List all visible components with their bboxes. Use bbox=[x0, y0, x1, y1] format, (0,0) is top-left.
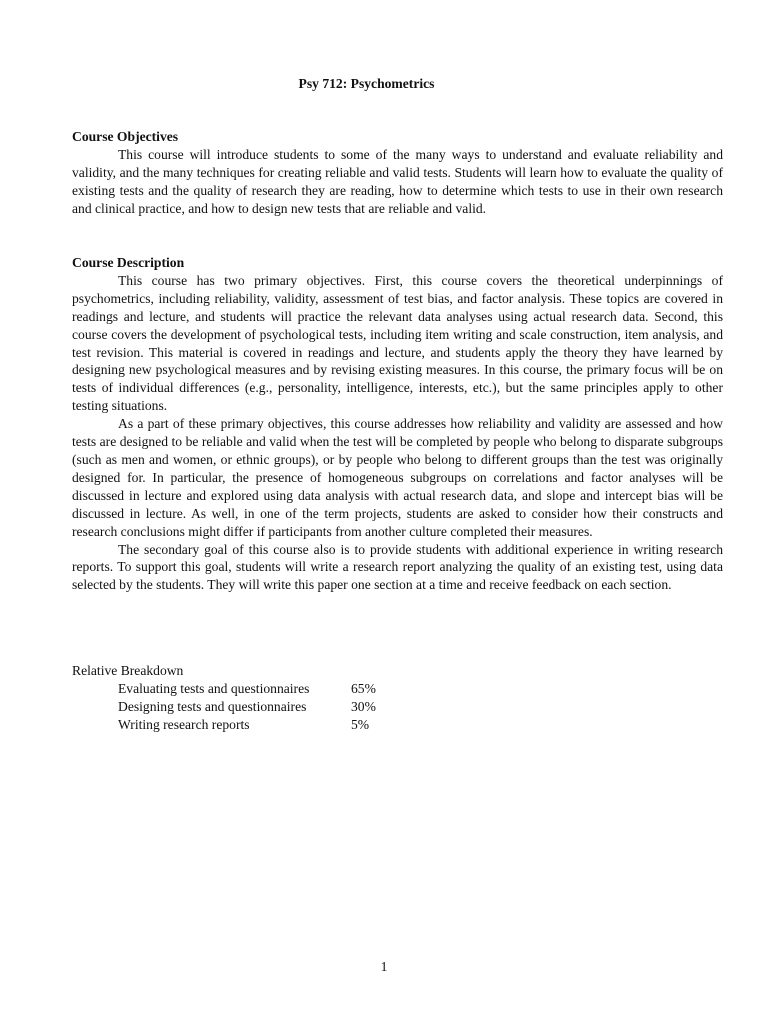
description-paragraph-2: As a part of these primary objectives, this course addresses how reliability and validity are assessed and how tests are designed to be reliable and valid when the test will be completed by people who belong to disparate subgroups (such as men and women, or ethnic groups), or by people who belong to different groups than the test was originally designed for. In particular, the presence of homogeneous subgroups on correlations and factor analyses will be discussed in lecture and explored using data analysis with actual research data, and slope and intercept bias will be discussed in lecture. As well, in one of the term projects, students are asked to consider how their constructs and research conclusions might differ if participants from another culture completed their measures. bbox=[72, 416, 723, 539]
course-description-heading: Course Description bbox=[72, 255, 185, 270]
page-number: 1 bbox=[380, 959, 388, 974]
breakdown-row bbox=[72, 716, 411, 734]
breakdown-row bbox=[72, 698, 411, 716]
course-objectives-heading: Course Objectives bbox=[72, 129, 179, 144]
description-paragraph-3: The secondary goal of this course also is to provide students with additional experience in writing research reports. To support this goal, students will write a research report analyzing the quality of an existing test, using data selected by the students. They will write this paper one section at a time and receive feedback on each section. bbox=[72, 541, 723, 593]
page-title: Psy 712: Psychometrics bbox=[298, 76, 435, 91]
breakdown-label: Evaluating tests and questionnaires bbox=[118, 680, 310, 696]
breakdown-value: 65% bbox=[351, 680, 376, 696]
relative-breakdown-heading: Relative Breakdown bbox=[72, 663, 184, 678]
breakdown-row bbox=[72, 680, 411, 698]
breakdown-value: 5% bbox=[351, 716, 370, 732]
breakdown-label: Designing tests and questionnaires bbox=[118, 698, 307, 714]
breakdown-value: 30% bbox=[351, 698, 376, 714]
course-description-section bbox=[72, 254, 723, 594]
description-paragraph-1: This course has two primary objectives. First, this course covers the theoretical underpinnings of psychometrics, including reliability, validity, assessment of test bias, and factor analysis. These topics are covered in readings and lecture, and students will practice the relevant data analyses using actual research data. Second, this course covers the development of psychological tests, including item writing and scale construction, item analysis, and test revision. This material is covered in readings and lecture, and students apply the theory they have learned by designing new psychological measures and by revising existing measures. In this course, the primary focus will be on tests of individual differences (e.g., personality, intelligence, interests, etc.), but the same principles apply to other testing situations. bbox=[72, 272, 723, 414]
course-objectives-section bbox=[72, 128, 723, 218]
breakdown-label: Writing research reports bbox=[118, 716, 250, 732]
relative-breakdown-section bbox=[72, 662, 411, 734]
objectives-paragraph: This course will introduce students to some of the many ways to understand and evaluate reliability and validity, and the many techniques for creating reliable and valid tests. Students will learn how to evaluate the quality of existing tests and the quality of research they are reading, how to determine which tests to use in their own research and clinical practice, and how to design new tests that are reliable and valid. bbox=[72, 146, 723, 216]
